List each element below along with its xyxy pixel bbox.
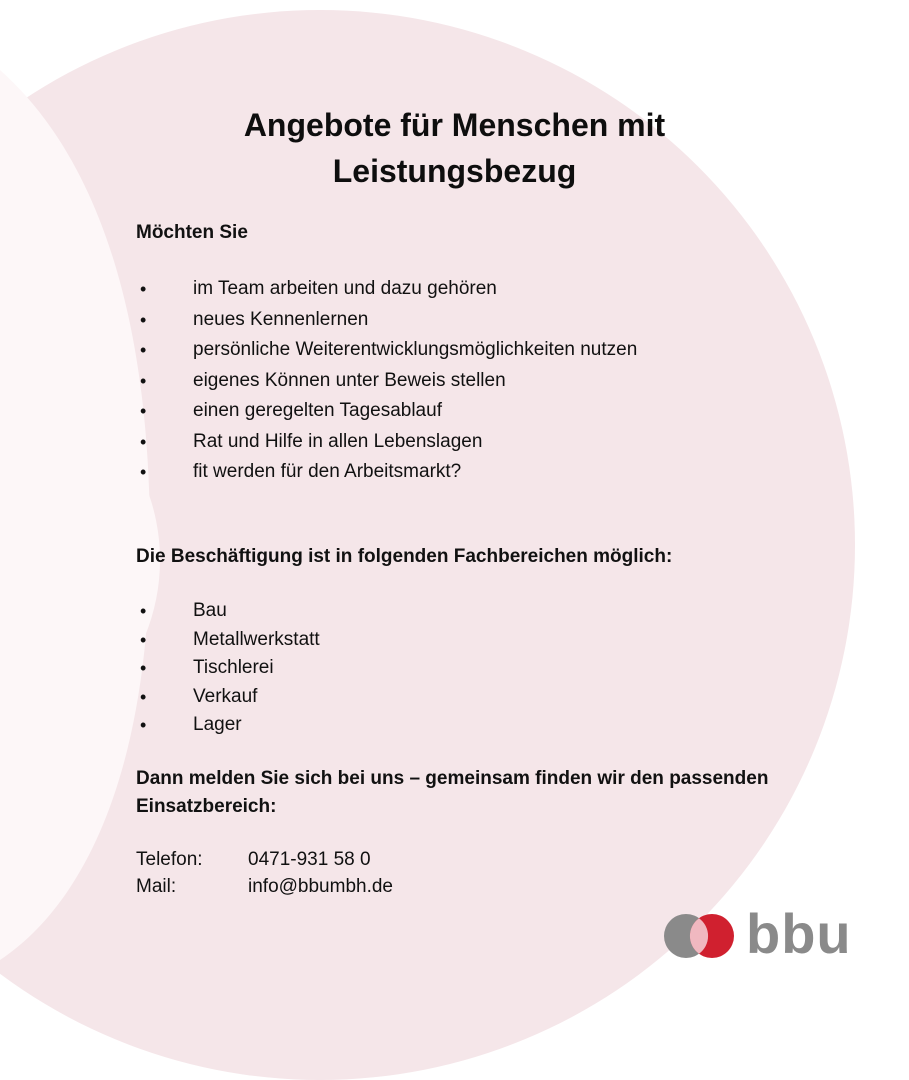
bullet-icon: • [140, 309, 147, 330]
page-title [0, 102, 909, 194]
mail-address[interactable]: info@bbumbh.de [248, 876, 393, 897]
bbu-logo-circles-icon [662, 910, 738, 962]
mail-label: Mail: [136, 876, 177, 897]
bullet-icon: • [140, 462, 147, 482]
title-line-1: Angebote für Menschen mit [243, 107, 666, 143]
flyer-page: Angebote für Menschen mit Leistungsbezug Möchten Sie • im Team arbeiten und dazu gehören • neues Kennenlernen • persönliche Weiterentwicklungsmöglichkeiten nutzen • eigenes Können unter Beweis stellen • einen geregelten Tagesablauf • Rat und Hilfe in allen Lebenslagen • fit werden für den Arbeitsmarkt? Die Beschäftigung ist in folgenden Fachbereichen möglich: • Bau • Metallwerkstatt • Tischlerei • Verkauf • Lager Dann melden Sie sich bei uns – gemeinsam finden wir den passenden Einsatzbereich: Telefon: 0471-931 58 0 Mail: info@bbumbh.de bbu [0, 0, 909, 1080]
phone-number[interactable]: 0471-931 58 0 [248, 849, 371, 870]
bullet-icon: • [140, 431, 147, 452]
intro-heading: Möchten Sie [136, 222, 248, 243]
bullet-icon: • [140, 370, 147, 391]
bullet-icon: • [140, 658, 147, 678]
bullet-icon: • [140, 279, 147, 299]
bullet-icon: • [140, 715, 147, 735]
cta-line-1: Dann melden Sie sich bei uns – gemeinsam finden wir den passenden [136, 768, 769, 789]
phone-label: Telefon: [136, 849, 203, 870]
bbu-logo [662, 902, 867, 966]
bullet-icon: • [140, 686, 147, 707]
bullet-icon: • [140, 401, 147, 421]
call-to-action [136, 765, 816, 821]
areas-heading: Die Beschäftigung ist in folgenden Fachbereichen möglich: [136, 546, 673, 567]
cta-line-2: Einsatzbereich: [136, 796, 277, 817]
bbu-logo-text: bbu [746, 902, 852, 965]
bullet-icon: • [140, 601, 147, 621]
bullet-icon: • [140, 340, 147, 360]
title-line-2: Leistungsbezug [332, 153, 577, 189]
bullet-icon: • [140, 629, 147, 650]
